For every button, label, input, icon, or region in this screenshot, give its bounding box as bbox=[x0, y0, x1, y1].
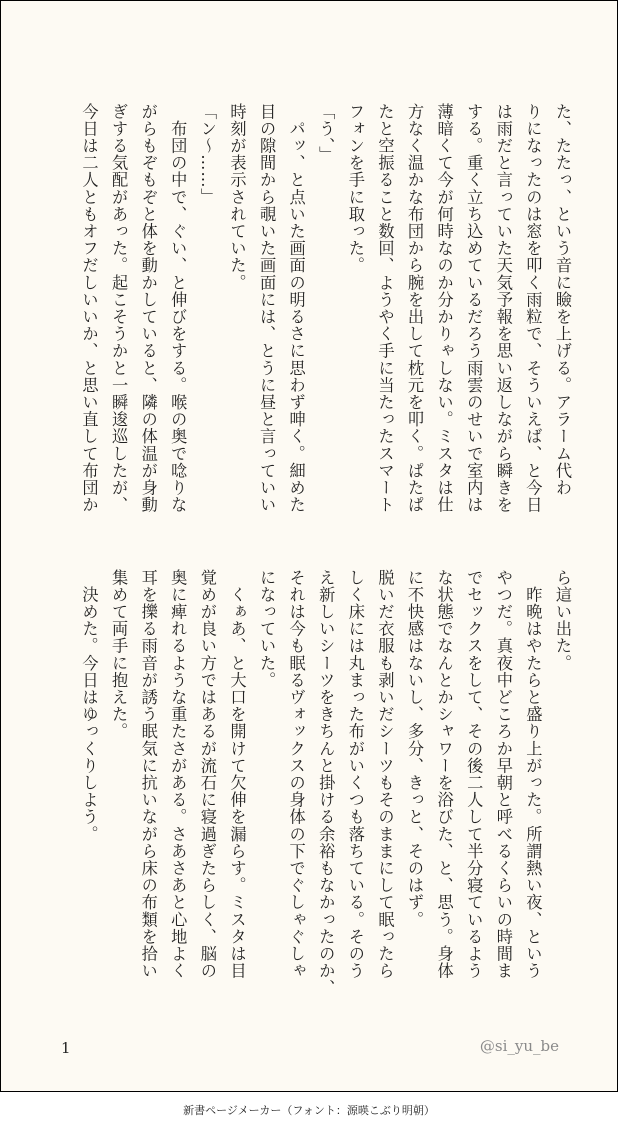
text-column: それは今も眠るヴォックスの身体の下でぐしゃぐしゃ bbox=[286, 569, 306, 980]
text-column: ら這い出た。 bbox=[553, 569, 572, 672]
text-column: 奥に痺れるような重たさがある。さあさあと心地よく bbox=[168, 569, 188, 980]
top-text-block bbox=[53, 103, 577, 533]
text-column: する。重く立ち込めているだろう雨雲のせいで室内は bbox=[464, 103, 484, 514]
text-column: え新しいシーツをきちんと掛ける余裕もなかったのか、 bbox=[316, 569, 336, 997]
text-column: 薄暗くて今が何時なのか分かりゃしない。ミスタは仕 bbox=[434, 103, 454, 514]
text-column: 時刻が表示されていた。 bbox=[227, 103, 247, 292]
author-credit: @si_yu_be bbox=[479, 1037, 559, 1055]
text-column: た、たたっ、という音に瞼を上げる。アラーム代わ bbox=[553, 103, 572, 497]
text-column: 耳を擽る雨音が誘う眠気に抗いながら床の布類を拾い bbox=[138, 569, 158, 980]
bottom-text-block bbox=[53, 569, 577, 1009]
page-number: 1 bbox=[61, 1039, 71, 1057]
text-column: 布団の中で、ぐい、と伸びをする。喉の奥で唸りな bbox=[168, 103, 188, 514]
text-column: に不快感はないし、多分、きっと、そのはず。 bbox=[405, 569, 425, 929]
text-column: くぁあ、と大口を開けて欠伸を漏らす。ミスタは目 bbox=[227, 569, 247, 980]
text-column: 「ン〜……」 bbox=[197, 103, 217, 206]
text-column: でセックスをして、その後二人して半分寝ているよう bbox=[464, 569, 484, 980]
text-column: やつだ。真夜中どころか早朝と呼べるくらいの時間ま bbox=[493, 569, 513, 980]
text-column: ぎする気配があった。起こそうかと一瞬逡巡したが、 bbox=[109, 103, 129, 514]
text-column: 昨晩はやたらと盛り上がった。所謂熱い夜、という bbox=[523, 569, 543, 980]
text-column: 脱いだ衣服も剥いだシーツもそのままにして眠ったら bbox=[375, 569, 395, 980]
text-column: 覚めが良い方ではあるが流石に寝過ぎたらしく、脳の bbox=[197, 569, 217, 980]
text-column: たと空振ること数回、ようやく手に当たったスマート bbox=[375, 103, 395, 514]
text-column: な状態でなんとかシャワーを浴びた、と、思う。身体 bbox=[434, 569, 454, 980]
text-column: パッ、と点いた画面の明るさに思わず呻く。細めた bbox=[286, 103, 306, 514]
text-column: がらもぞもぞと体を動かしていると、隣の体温が身動 bbox=[138, 103, 158, 514]
text-column: りになったのは窓を叩く雨粒で、そういえば、と今日 bbox=[523, 103, 543, 514]
text-column: になっていた。 bbox=[257, 569, 277, 689]
text-column: は雨だと言っていた天気予報を思い返しながら瞬きを bbox=[493, 103, 513, 514]
text-column: 「う、」 bbox=[316, 103, 336, 164]
text-column: しく床には丸まった布がいくつも落ちている。そのう bbox=[345, 569, 365, 980]
text-column: フォンを手に取った。 bbox=[345, 103, 365, 274]
text-column: 目の隙間から覗いた画面には、とうに昼と言っていい bbox=[257, 103, 277, 514]
text-column: 今日は二人ともオフだしいいか、と思い直して布団か bbox=[79, 103, 99, 514]
text-column: 決めた。今日はゆっくりしよう。 bbox=[79, 569, 99, 843]
text-column: 方なく温かな布団から腕を出して枕元を叩く。ぱたぱ bbox=[405, 103, 425, 514]
generator-caption: 新書ページメーカー（フォント：源暎こぶり明朝） bbox=[183, 1104, 435, 1117]
text-column: 集めて両手に抱えた。 bbox=[109, 569, 129, 740]
